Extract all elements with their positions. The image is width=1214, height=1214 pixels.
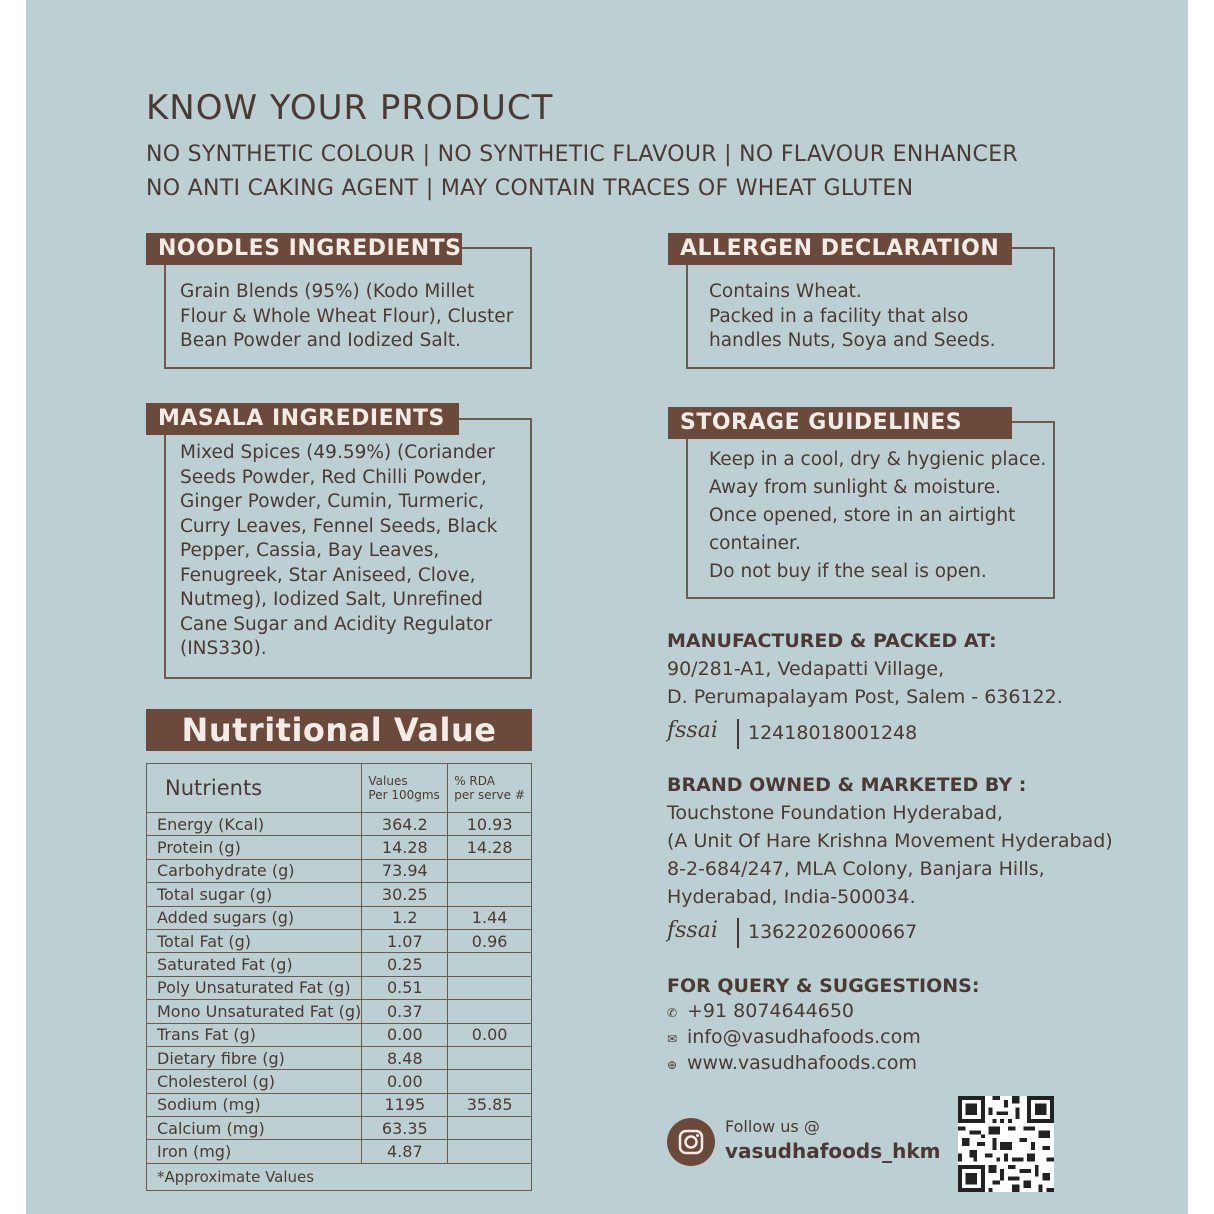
brand-line: Hyderabad, India-500034. (667, 886, 916, 908)
nutrient-value: 14.28 (362, 836, 448, 859)
col-rda (448, 764, 532, 813)
noodles-line: Grain Blends (95%) (Kodo Millet (180, 281, 475, 302)
table-row (147, 813, 532, 836)
nutrient-name: Energy (Kcal) (147, 813, 362, 836)
table-row (147, 1023, 532, 1046)
nutrient-name: Cholesterol (g) (147, 1070, 362, 1093)
brand-line: (A Unit Of Hare Krishna Movement Hyderabad) (667, 830, 1113, 852)
nutrient-value: 1.2 (362, 906, 448, 929)
divider (737, 719, 739, 749)
noodles-tag: NOODLES INGREDIENTS (146, 233, 462, 265)
nutrient-rda: 0.96 (448, 929, 532, 952)
phone-number: +91 8074644650 (687, 1000, 855, 1022)
col-rda-line: % RDA (454, 774, 496, 788)
nutrient-rda (448, 953, 532, 976)
nutrient-name: Total sugar (g) (147, 883, 362, 906)
nutrient-rda (448, 1117, 532, 1140)
nutrient-name: Saturated Fat (g) (147, 953, 362, 976)
email-row[interactable] (667, 1026, 921, 1048)
allergen-line: handles Nuts, Soya and Seeds. (709, 330, 996, 351)
allergen-line: Contains Wheat. (709, 281, 862, 302)
nutrient-rda (448, 1046, 532, 1069)
col-values (362, 764, 448, 813)
globe-icon: ⊕ (667, 1058, 678, 1072)
nutrient-name: Trans Fat (g) (147, 1023, 362, 1046)
table-row (147, 929, 532, 952)
nutrient-name: Iron (mg) (147, 1140, 362, 1163)
claims-line-2: NO ANTI CAKING AGENT | MAY CONTAIN TRACES OF WHEAT GLUTEN (146, 176, 914, 201)
instagram-icon[interactable] (667, 1118, 715, 1166)
nutrient-value: 1195 (362, 1093, 448, 1116)
storage-text (709, 446, 1046, 586)
nutrient-value: 0.37 (362, 1000, 448, 1023)
nutrient-value: 4.87 (362, 1140, 448, 1163)
masala-line: Seeds Powder, Red Chilli Powder, (180, 466, 487, 488)
storage-line: Away from sunlight & moisture. (709, 477, 1001, 498)
table-row (147, 1140, 532, 1163)
allergen-tag: ALLERGEN DECLARATION (668, 233, 1012, 265)
table-row (147, 976, 532, 999)
nutrient-value: 63.35 (362, 1117, 448, 1140)
nutrient-value: 0.25 (362, 953, 448, 976)
allergen-text (709, 280, 995, 354)
nutrient-rda: 1.44 (448, 906, 532, 929)
col-values-line: Values (368, 774, 408, 788)
page-title: KNOW YOUR PRODUCT (146, 88, 554, 128)
social-handle[interactable]: vasudhafoods_hkm (725, 1139, 941, 1163)
masala-line: Fenugreek, Star Aniseed, Clove, (180, 564, 476, 586)
masala-line: Mixed Spices (49.59%) (Coriander (180, 442, 496, 463)
email-address: info@vasudhafoods.com (687, 1026, 921, 1048)
noodles-line: Flour & Whole Wheat Flour), Cluster (180, 305, 514, 327)
nutrient-value: 0.00 (362, 1023, 448, 1046)
table-row (147, 883, 532, 906)
table-row (147, 1000, 532, 1023)
nutrition-header-row (147, 764, 532, 813)
masala-tag: MASALA INGREDIENTS (146, 403, 459, 435)
manufacturer-line: D. Perumapalayam Post, Salem - 636122. (667, 686, 1063, 708)
nutrient-name: Protein (g) (147, 836, 362, 859)
mail-icon: ✉ (667, 1032, 678, 1046)
masala-text (180, 441, 497, 662)
nutrient-value: 1.07 (362, 929, 448, 952)
nutrient-value: 364.2 (362, 813, 448, 836)
claims-line-1: NO SYNTHETIC COLOUR | NO SYNTHETIC FLAVOUR | NO FLAVOUR ENHANCER (146, 142, 1018, 167)
nutrition-table (146, 763, 532, 1191)
table-row (147, 953, 532, 976)
storage-line: Keep in a cool, dry & hygienic place. (709, 449, 1047, 470)
fssai-license: 12418018001248 (748, 722, 918, 744)
brand-heading: BRAND OWNED & MARKETED BY : (667, 774, 1027, 796)
footnote-row (147, 1163, 532, 1190)
nutrient-rda: 10.93 (448, 813, 532, 836)
col-values-line: Per 100gms (368, 788, 440, 802)
noodles-line: Bean Powder and Iodized Salt. (180, 330, 461, 351)
nutrient-rda: 14.28 (448, 836, 532, 859)
masala-line: Ginger Powder, Cumin, Turmeric, (180, 491, 485, 512)
qr-code[interactable] (958, 1096, 1054, 1192)
masala-line: Nutmeg), Iodized Salt, Unrefined (180, 589, 483, 610)
table-row (147, 836, 532, 859)
table-row (147, 859, 532, 882)
col-nutrients: Nutrients (147, 764, 362, 813)
table-row (147, 1046, 532, 1069)
table-row (147, 1070, 532, 1093)
table-row (147, 1093, 532, 1116)
nutrient-rda (448, 1070, 532, 1093)
storage-line: Do not buy if the seal is open. (709, 561, 987, 582)
nutrient-rda (448, 883, 532, 906)
nutrient-name: Sodium (mg) (147, 1093, 362, 1116)
nutrient-rda (448, 1000, 532, 1023)
footnote: *Approximate Values (147, 1163, 532, 1190)
nutrient-name: Calcium (mg) (147, 1117, 362, 1140)
nutrient-rda: 35.85 (448, 1093, 532, 1116)
noodles-text (180, 280, 513, 354)
masala-line: Curry Leaves, Fennel Seeds, Black (180, 515, 498, 537)
website: www.vasudhafoods.com (687, 1052, 918, 1074)
follow-label: Follow us @ (725, 1117, 820, 1136)
allergen-line: Packed in a facility that also (709, 305, 969, 327)
divider (737, 918, 739, 948)
nutrient-rda: 0.00 (448, 1023, 532, 1046)
nutrient-name: Mono Unsaturated Fat (g) (147, 1000, 362, 1023)
brand-line: Touchstone Foundation Hyderabad, (667, 802, 1003, 824)
masala-line: Pepper, Cassia, Bay Leaves, (180, 540, 440, 561)
fssai-license: 13622026000667 (748, 921, 918, 943)
masala-line: Cane Sugar and Acidity Regulator (180, 613, 493, 635)
query-heading: FOR QUERY & SUGGESTIONS: (667, 975, 980, 997)
manufacturer-line: 90/281-A1, Vedapatti Village, (667, 658, 945, 680)
phone-icon: ✆ (667, 1006, 678, 1020)
table-row (147, 906, 532, 929)
nutrient-value: 0.00 (362, 1070, 448, 1093)
storage-line: container. (709, 533, 801, 554)
nutrient-value: 73.94 (362, 859, 448, 882)
phone-row[interactable] (667, 1000, 854, 1022)
nutrient-rda (448, 1140, 532, 1163)
nutrition-heading: Nutritional Value (146, 709, 532, 751)
nutrient-name: Total Fat (g) (147, 929, 362, 952)
nutrient-value: 30.25 (362, 883, 448, 906)
nutrient-value: 0.51 (362, 976, 448, 999)
nutrient-rda (448, 859, 532, 882)
nutrient-value: 8.48 (362, 1046, 448, 1069)
web-row[interactable] (667, 1052, 917, 1074)
storage-tag: STORAGE GUIDELINES (668, 407, 1012, 439)
nutrient-name: Poly Unsaturated Fat (g) (147, 976, 362, 999)
manufacturer-heading: MANUFACTURED & PACKED AT: (667, 630, 997, 652)
fssai-logo: fssai (667, 718, 718, 743)
nutrient-name: Carbohydrate (g) (147, 859, 362, 882)
fssai-logo: fssai (667, 918, 718, 943)
nutrient-rda (448, 976, 532, 999)
col-rda-line: per serve # (454, 788, 525, 802)
brand-line: 8-2-684/247, MLA Colony, Banjara Hills, (667, 858, 1045, 880)
storage-line: Once opened, store in an airtight (709, 505, 1016, 526)
masala-line: (INS330). (180, 638, 267, 659)
nutrient-name: Added sugars (g) (147, 906, 362, 929)
nutrient-name: Dietary fibre (g) (147, 1046, 362, 1069)
table-row (147, 1117, 532, 1140)
